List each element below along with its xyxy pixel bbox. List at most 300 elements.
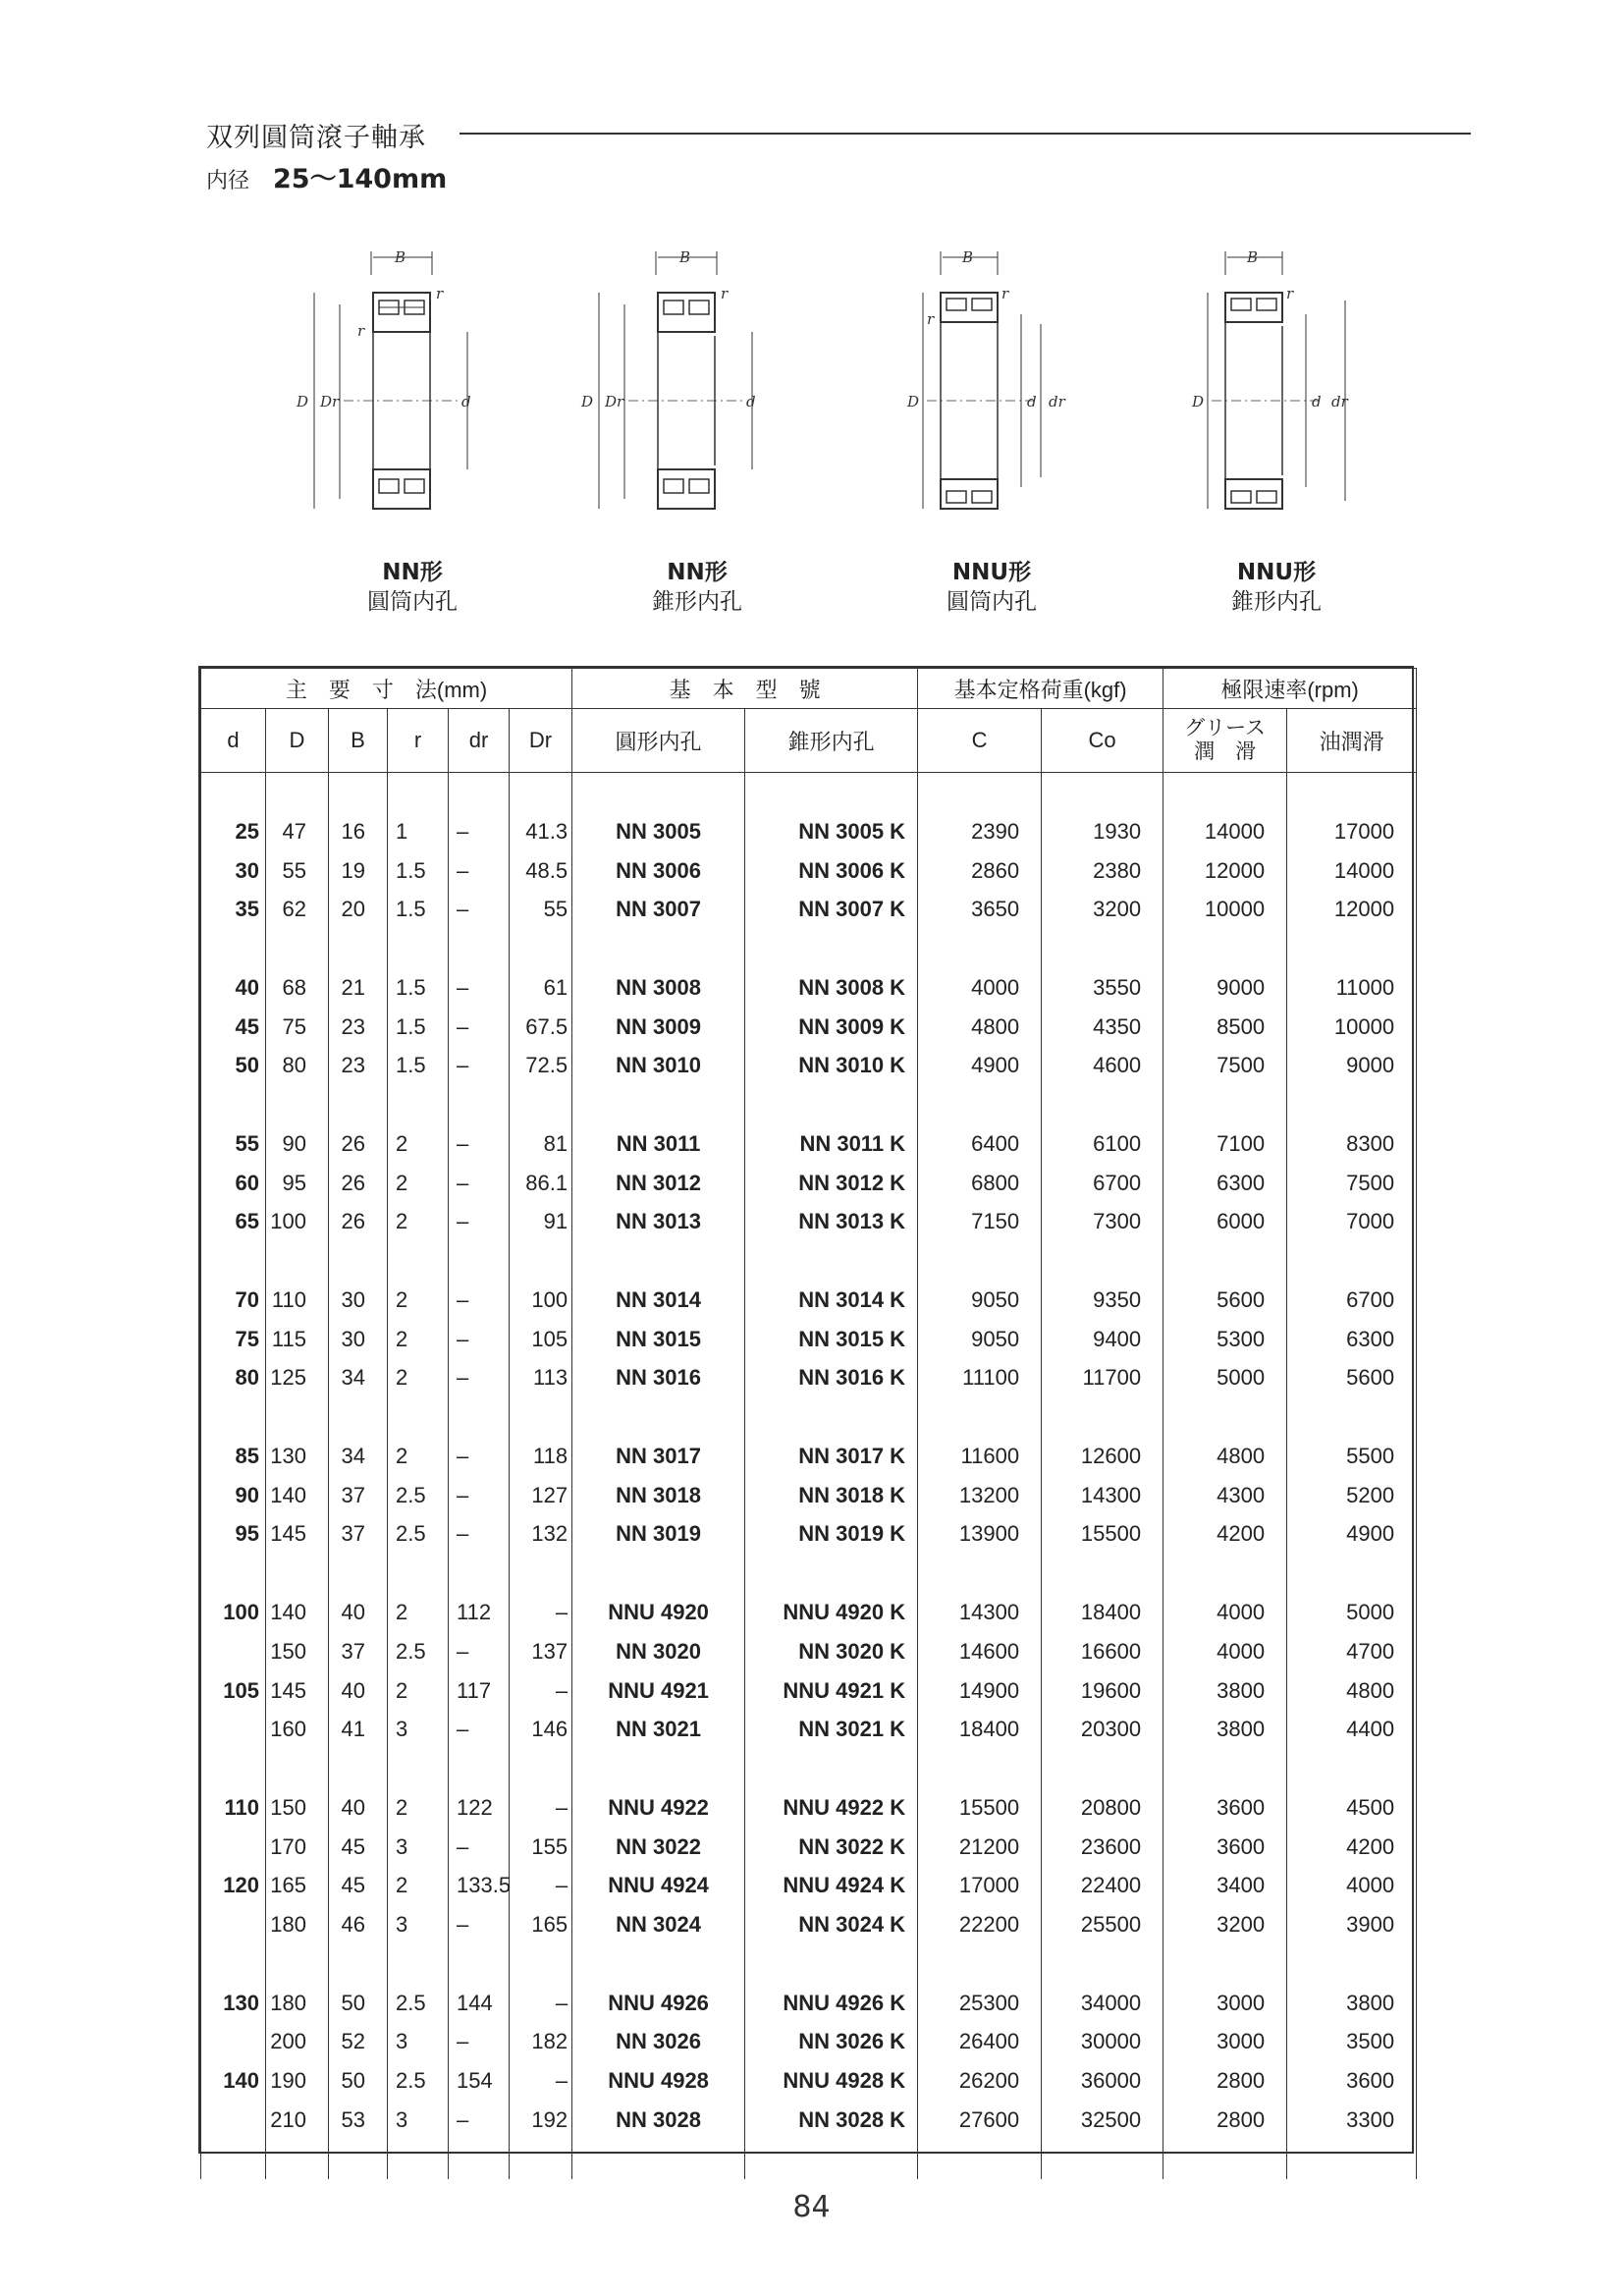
cell-B: 37 bbox=[329, 1515, 388, 1555]
spacer-cell bbox=[1287, 929, 1417, 968]
cell-dr: – bbox=[449, 1359, 510, 1398]
svg-text:d: d bbox=[746, 393, 756, 410]
cell-B: 45 bbox=[329, 1866, 388, 1905]
cell-oil: 3900 bbox=[1287, 1905, 1417, 1944]
caption-desc: 錐形内孔 bbox=[652, 589, 742, 615]
cell-r: 2 bbox=[388, 1788, 449, 1828]
cell-grease: 4300 bbox=[1163, 1476, 1287, 1515]
spacer-cell bbox=[918, 773, 1042, 813]
cell-Co: 25500 bbox=[1042, 1905, 1163, 1944]
spacer-cell bbox=[266, 929, 329, 968]
col-r: r bbox=[388, 709, 449, 773]
cell-B: 23 bbox=[329, 1046, 388, 1085]
cell-dr: – bbox=[449, 1203, 510, 1242]
cell-D: 170 bbox=[266, 1828, 329, 1867]
cell-cyl: NN 3014 bbox=[572, 1281, 745, 1320]
cell-C: 18400 bbox=[918, 1710, 1042, 1749]
spacer-cell bbox=[1287, 1554, 1417, 1593]
cell-D: 140 bbox=[266, 1593, 329, 1632]
cell-grease: 5600 bbox=[1163, 1281, 1287, 1320]
cell-Dr: 81 bbox=[510, 1124, 572, 1164]
cell-Dr: 182 bbox=[510, 2023, 572, 2062]
cell-taper: NN 3026 K bbox=[745, 2023, 918, 2062]
col-grease-line1: グリース bbox=[1184, 717, 1267, 739]
label-B: B bbox=[395, 248, 406, 266]
cell-taper: NNU 4926 K bbox=[745, 1984, 918, 2023]
cell-dr: – bbox=[449, 812, 510, 851]
spacer-cell bbox=[745, 773, 918, 813]
spacer-cell bbox=[1287, 1749, 1417, 1788]
cell-grease: 9000 bbox=[1163, 968, 1287, 1008]
cell-Co: 6700 bbox=[1042, 1164, 1163, 1203]
spacer-cell bbox=[1163, 929, 1287, 968]
cell-r: 2.5 bbox=[388, 1476, 449, 1515]
cell-r: 1 bbox=[388, 812, 449, 851]
cell-Dr: 55 bbox=[510, 890, 572, 929]
cell-dr: – bbox=[449, 1632, 510, 1671]
cell-oil: 5200 bbox=[1287, 1476, 1417, 1515]
cell-d bbox=[201, 2023, 266, 2062]
spacer-cell bbox=[572, 1397, 745, 1437]
table-row bbox=[201, 1905, 1417, 1944]
cell-cyl: NN 3008 bbox=[572, 968, 745, 1008]
cell-r: 2 bbox=[388, 1437, 449, 1476]
cell-grease: 4000 bbox=[1163, 1632, 1287, 1671]
cell-taper: NN 3008 K bbox=[745, 968, 918, 1008]
cell-Dr: 146 bbox=[510, 1710, 572, 1749]
page-number: 84 bbox=[792, 2190, 831, 2224]
cell-r: 2 bbox=[388, 1866, 449, 1905]
col-grease-line2: 潤 滑 bbox=[1194, 740, 1257, 763]
group-spacer bbox=[201, 1554, 1417, 1593]
cell-oil: 4200 bbox=[1287, 1828, 1417, 1867]
cell-Co: 36000 bbox=[1042, 2061, 1163, 2101]
cell-d: 60 bbox=[201, 1164, 266, 1203]
cell-cyl: NN 3026 bbox=[572, 2023, 745, 2062]
cell-r: 3 bbox=[388, 2101, 449, 2140]
cell-d: 105 bbox=[201, 1671, 266, 1711]
caption-type: NNU形 bbox=[951, 560, 1032, 585]
cell-D: 145 bbox=[266, 1515, 329, 1555]
cell-B: 30 bbox=[329, 1320, 388, 1359]
cell-Dr: – bbox=[510, 2061, 572, 2101]
table-row bbox=[201, 968, 1417, 1008]
cell-taper: NN 3009 K bbox=[745, 1008, 918, 1047]
svg-text:r: r bbox=[436, 285, 444, 302]
caption-type: NN形 bbox=[382, 560, 443, 585]
spacer-cell bbox=[572, 1554, 745, 1593]
spacer-cell bbox=[449, 1554, 510, 1593]
svg-text:r: r bbox=[721, 285, 729, 302]
cell-Dr: 100 bbox=[510, 1281, 572, 1320]
cell-cyl: NNU 4924 bbox=[572, 1866, 745, 1905]
spacer-cell bbox=[572, 1944, 745, 1984]
spacer-cell bbox=[745, 1554, 918, 1593]
group-speed: 極限速率(rpm) bbox=[1163, 669, 1417, 709]
group-spacer bbox=[201, 1397, 1417, 1437]
cell-taper: NNU 4920 K bbox=[745, 1593, 918, 1632]
cell-grease: 3600 bbox=[1163, 1828, 1287, 1867]
cell-C: 15500 bbox=[918, 1788, 1042, 1828]
cell-Co: 1930 bbox=[1042, 812, 1163, 851]
spacer-cell bbox=[449, 2140, 510, 2179]
spacer-cell bbox=[449, 1241, 510, 1281]
cell-dr: 112 bbox=[449, 1593, 510, 1632]
spec-table bbox=[200, 668, 1417, 2179]
table-row bbox=[201, 2101, 1417, 2140]
spacer-cell bbox=[510, 1749, 572, 1788]
cell-Co: 18400 bbox=[1042, 1593, 1163, 1632]
cell-cyl: NN 3012 bbox=[572, 1164, 745, 1203]
cell-D: 210 bbox=[266, 2101, 329, 2140]
cell-D: 47 bbox=[266, 812, 329, 851]
cell-d: 70 bbox=[201, 1281, 266, 1320]
spacer-cell bbox=[918, 2140, 1042, 2179]
cell-B: 53 bbox=[329, 2101, 388, 2140]
spacer-cell bbox=[1163, 773, 1287, 813]
cell-oil: 3500 bbox=[1287, 2023, 1417, 2062]
spacer-cell bbox=[329, 773, 388, 813]
group-spacer bbox=[201, 929, 1417, 968]
spacer-cell bbox=[918, 1944, 1042, 1984]
spacer-cell bbox=[201, 1241, 266, 1281]
cell-C: 9050 bbox=[918, 1281, 1042, 1320]
table-row bbox=[201, 1437, 1417, 1476]
cell-taper: NN 3019 K bbox=[745, 1515, 918, 1555]
cell-Co: 3550 bbox=[1042, 968, 1163, 1008]
spacer-cell bbox=[572, 1749, 745, 1788]
cell-dr: – bbox=[449, 1124, 510, 1164]
spacer-cell bbox=[1163, 1749, 1287, 1788]
cell-B: 21 bbox=[329, 968, 388, 1008]
cell-Dr: 113 bbox=[510, 1359, 572, 1398]
table-row bbox=[201, 1866, 1417, 1905]
cell-D: 180 bbox=[266, 1905, 329, 1944]
cell-oil: 10000 bbox=[1287, 1008, 1417, 1047]
spacer-cell bbox=[510, 1554, 572, 1593]
cell-B: 23 bbox=[329, 1008, 388, 1047]
cell-C: 3650 bbox=[918, 890, 1042, 929]
cell-C: 13900 bbox=[918, 1515, 1042, 1555]
cell-grease: 3600 bbox=[1163, 1788, 1287, 1828]
spacer-cell bbox=[1287, 1944, 1417, 1984]
bearing-diagram-nnu-tapered bbox=[1149, 246, 1404, 520]
cell-d: 85 bbox=[201, 1437, 266, 1476]
cell-cyl: NN 3017 bbox=[572, 1437, 745, 1476]
cell-dr: – bbox=[449, 1281, 510, 1320]
group-model: 基 本 型 號 bbox=[572, 669, 918, 709]
spacer-cell bbox=[388, 1554, 449, 1593]
cell-taper: NN 3017 K bbox=[745, 1437, 918, 1476]
cell-Dr: – bbox=[510, 1788, 572, 1828]
spacer-cell bbox=[449, 1085, 510, 1124]
cell-taper: NN 3012 K bbox=[745, 1164, 918, 1203]
cell-Co: 34000 bbox=[1042, 1984, 1163, 2023]
spacer-cell bbox=[1163, 2140, 1287, 2179]
spacer-cell bbox=[388, 1944, 449, 1984]
cell-C: 2860 bbox=[918, 851, 1042, 891]
cell-oil: 5000 bbox=[1287, 1593, 1417, 1632]
cell-taper: NN 3015 K bbox=[745, 1320, 918, 1359]
cell-dr: – bbox=[449, 1476, 510, 1515]
cell-B: 40 bbox=[329, 1788, 388, 1828]
group-spacer bbox=[201, 1085, 1417, 1124]
cell-oil: 5500 bbox=[1287, 1437, 1417, 1476]
spacer-cell bbox=[266, 1085, 329, 1124]
cell-D: 200 bbox=[266, 2023, 329, 2062]
cell-grease: 6300 bbox=[1163, 1164, 1287, 1203]
cell-C: 27600 bbox=[918, 2101, 1042, 2140]
spacer-cell bbox=[1042, 1749, 1163, 1788]
cell-oil: 6300 bbox=[1287, 1320, 1417, 1359]
cell-d: 55 bbox=[201, 1124, 266, 1164]
cell-oil: 14000 bbox=[1287, 851, 1417, 891]
cell-D: 115 bbox=[266, 1320, 329, 1359]
cell-oil: 3300 bbox=[1287, 2101, 1417, 2140]
spacer-cell bbox=[1163, 1241, 1287, 1281]
spacer-cell bbox=[918, 1749, 1042, 1788]
cell-B: 34 bbox=[329, 1359, 388, 1398]
cell-cyl: NNU 4922 bbox=[572, 1788, 745, 1828]
cell-grease: 5300 bbox=[1163, 1320, 1287, 1359]
col-grease bbox=[1163, 709, 1287, 773]
spacer-cell bbox=[329, 1241, 388, 1281]
bearing-diagram-nn-cylindrical bbox=[285, 246, 540, 520]
cell-d: 130 bbox=[201, 1984, 266, 2023]
page-header-title: 双列圓筒滾子軸承 bbox=[206, 123, 426, 153]
spacer-cell bbox=[388, 1749, 449, 1788]
cell-Dr: – bbox=[510, 1866, 572, 1905]
table-row bbox=[201, 1320, 1417, 1359]
group-dims: 主 要 寸 法(mm) bbox=[201, 669, 572, 709]
cell-D: 130 bbox=[266, 1437, 329, 1476]
cell-C: 11100 bbox=[918, 1359, 1042, 1398]
spacer-cell bbox=[1163, 1397, 1287, 1437]
cell-dr: – bbox=[449, 1828, 510, 1867]
spacer-cell bbox=[510, 1397, 572, 1437]
table-row bbox=[201, 2023, 1417, 2062]
cell-taper: NN 3013 K bbox=[745, 1203, 918, 1242]
cell-C: 9050 bbox=[918, 1320, 1042, 1359]
cell-D: 125 bbox=[266, 1359, 329, 1398]
cell-r: 1.5 bbox=[388, 890, 449, 929]
cell-grease: 3800 bbox=[1163, 1710, 1287, 1749]
cell-r: 2 bbox=[388, 1671, 449, 1711]
table-row bbox=[201, 1124, 1417, 1164]
spacer-cell bbox=[745, 1241, 918, 1281]
svg-text:Dr: Dr bbox=[320, 393, 340, 410]
cell-dr: – bbox=[449, 1905, 510, 1944]
spacer-cell bbox=[918, 929, 1042, 968]
spacer-cell bbox=[572, 929, 745, 968]
cell-Dr: 91 bbox=[510, 1203, 572, 1242]
spacer-cell bbox=[329, 1749, 388, 1788]
cell-Co: 3200 bbox=[1042, 890, 1163, 929]
cell-dr: – bbox=[449, 1515, 510, 1555]
cell-B: 40 bbox=[329, 1593, 388, 1632]
cell-grease: 3000 bbox=[1163, 1984, 1287, 2023]
subtitle-label: 内径 bbox=[206, 169, 250, 193]
group-load: 基本定格荷重(kgf) bbox=[918, 669, 1163, 709]
cell-d bbox=[201, 1632, 266, 1671]
cell-taper: NN 3018 K bbox=[745, 1476, 918, 1515]
cell-grease: 6000 bbox=[1163, 1203, 1287, 1242]
spacer-cell bbox=[510, 1085, 572, 1124]
cell-dr: 154 bbox=[449, 2061, 510, 2101]
table-body bbox=[201, 773, 1417, 2179]
cell-cyl: NN 3015 bbox=[572, 1320, 745, 1359]
cell-d: 100 bbox=[201, 1593, 266, 1632]
col-oil: 油潤滑 bbox=[1287, 709, 1417, 773]
col-dr: dr bbox=[449, 709, 510, 773]
spacer-cell bbox=[572, 1085, 745, 1124]
svg-text:r: r bbox=[927, 310, 935, 328]
spacer-cell bbox=[388, 773, 449, 813]
spacer-cell bbox=[1163, 1085, 1287, 1124]
cell-C: 4000 bbox=[918, 968, 1042, 1008]
cell-dr: 122 bbox=[449, 1788, 510, 1828]
cell-C: 14300 bbox=[918, 1593, 1042, 1632]
cell-oil: 11000 bbox=[1287, 968, 1417, 1008]
cell-dr: – bbox=[449, 2101, 510, 2140]
cell-d: 25 bbox=[201, 812, 266, 851]
bearing-diagram-nn-tapered bbox=[569, 246, 825, 520]
cell-cyl: NN 3009 bbox=[572, 1008, 745, 1047]
cell-B: 37 bbox=[329, 1476, 388, 1515]
cell-Dr: 127 bbox=[510, 1476, 572, 1515]
cell-dr: – bbox=[449, 1008, 510, 1047]
cell-Dr: 132 bbox=[510, 1515, 572, 1555]
spacer-cell bbox=[572, 1241, 745, 1281]
cell-grease: 14000 bbox=[1163, 812, 1287, 851]
cell-D: 160 bbox=[266, 1710, 329, 1749]
cell-dr: 117 bbox=[449, 1671, 510, 1711]
spacer-cell bbox=[572, 773, 745, 813]
cell-taper: NN 3014 K bbox=[745, 1281, 918, 1320]
cell-cyl: NN 3028 bbox=[572, 2101, 745, 2140]
cell-B: 30 bbox=[329, 1281, 388, 1320]
cell-cyl: NNU 4921 bbox=[572, 1671, 745, 1711]
cell-dr: – bbox=[449, 851, 510, 891]
cell-d: 90 bbox=[201, 1476, 266, 1515]
group-spacer bbox=[201, 773, 1417, 813]
cell-grease: 8500 bbox=[1163, 1008, 1287, 1047]
caption-type: NNU形 bbox=[1236, 560, 1317, 585]
cell-B: 19 bbox=[329, 851, 388, 891]
svg-text:B: B bbox=[1247, 248, 1259, 266]
spacer-cell bbox=[329, 2140, 388, 2179]
svg-text:D: D bbox=[907, 393, 920, 410]
cell-oil: 4800 bbox=[1287, 1671, 1417, 1711]
spacer-cell bbox=[266, 1749, 329, 1788]
cell-r: 2 bbox=[388, 1593, 449, 1632]
spacer-cell bbox=[329, 1554, 388, 1593]
cell-grease: 4000 bbox=[1163, 1593, 1287, 1632]
cell-Dr: 61 bbox=[510, 968, 572, 1008]
table-column-header bbox=[201, 709, 1417, 773]
svg-text:d: d bbox=[1312, 393, 1322, 410]
spacer-cell bbox=[449, 773, 510, 813]
cell-r: 2 bbox=[388, 1359, 449, 1398]
spacer-cell bbox=[745, 1944, 918, 1984]
cell-r: 1.5 bbox=[388, 1008, 449, 1047]
cell-C: 22200 bbox=[918, 1905, 1042, 1944]
cell-oil: 7000 bbox=[1287, 1203, 1417, 1242]
spacer-cell bbox=[329, 929, 388, 968]
cell-r: 3 bbox=[388, 2023, 449, 2062]
table-row bbox=[201, 1008, 1417, 1047]
cell-Co: 19600 bbox=[1042, 1671, 1163, 1711]
cell-dr: – bbox=[449, 1437, 510, 1476]
cell-Dr: 118 bbox=[510, 1437, 572, 1476]
cell-B: 16 bbox=[329, 812, 388, 851]
spacer-cell bbox=[1287, 1397, 1417, 1437]
cell-Co: 14300 bbox=[1042, 1476, 1163, 1515]
spacer-cell bbox=[510, 1241, 572, 1281]
cell-oil: 9000 bbox=[1287, 1046, 1417, 1085]
spacer-cell bbox=[449, 929, 510, 968]
spacer-cell bbox=[1042, 1554, 1163, 1593]
table-row bbox=[201, 2061, 1417, 2101]
cell-D: 95 bbox=[266, 1164, 329, 1203]
cell-d: 110 bbox=[201, 1788, 266, 1828]
cell-D: 100 bbox=[266, 1203, 329, 1242]
cell-taper: NN 3028 K bbox=[745, 2101, 918, 2140]
table-row bbox=[201, 890, 1417, 929]
cell-C: 25300 bbox=[918, 1984, 1042, 2023]
cell-d: 95 bbox=[201, 1515, 266, 1555]
cell-Dr: 137 bbox=[510, 1632, 572, 1671]
col-D: D bbox=[266, 709, 329, 773]
cell-D: 150 bbox=[266, 1788, 329, 1828]
cell-oil: 12000 bbox=[1287, 890, 1417, 929]
spacer-cell bbox=[918, 1241, 1042, 1281]
cell-oil: 3800 bbox=[1287, 1984, 1417, 2023]
cell-cyl: NN 3006 bbox=[572, 851, 745, 891]
cell-Co: 11700 bbox=[1042, 1359, 1163, 1398]
cell-grease: 4800 bbox=[1163, 1437, 1287, 1476]
cell-D: 62 bbox=[266, 890, 329, 929]
group-spacer bbox=[201, 1749, 1417, 1788]
cell-d: 80 bbox=[201, 1359, 266, 1398]
cell-Co: 30000 bbox=[1042, 2023, 1163, 2062]
cell-B: 45 bbox=[329, 1828, 388, 1867]
spacer-cell bbox=[1287, 1241, 1417, 1281]
cell-cyl: NN 3011 bbox=[572, 1124, 745, 1164]
cell-B: 41 bbox=[329, 1710, 388, 1749]
cell-dr: – bbox=[449, 1164, 510, 1203]
cell-r: 2.5 bbox=[388, 2061, 449, 2101]
cell-oil: 7500 bbox=[1287, 1164, 1417, 1203]
cell-Co: 22400 bbox=[1042, 1866, 1163, 1905]
cell-Co: 23600 bbox=[1042, 1828, 1163, 1867]
spacer-cell bbox=[201, 1397, 266, 1437]
cell-C: 13200 bbox=[918, 1476, 1042, 1515]
cell-r: 2.5 bbox=[388, 1984, 449, 2023]
cell-Dr: 67.5 bbox=[510, 1008, 572, 1047]
spacer-cell bbox=[510, 1944, 572, 1984]
spacer-cell bbox=[329, 1085, 388, 1124]
cell-oil: 4900 bbox=[1287, 1515, 1417, 1555]
cell-B: 26 bbox=[329, 1203, 388, 1242]
spacer-cell bbox=[266, 2140, 329, 2179]
spacer-cell bbox=[918, 1554, 1042, 1593]
cell-taper: NN 3021 K bbox=[745, 1710, 918, 1749]
col-C: C bbox=[918, 709, 1042, 773]
svg-text:B: B bbox=[962, 248, 974, 266]
cell-d: 35 bbox=[201, 890, 266, 929]
cell-Dr: 41.3 bbox=[510, 812, 572, 851]
